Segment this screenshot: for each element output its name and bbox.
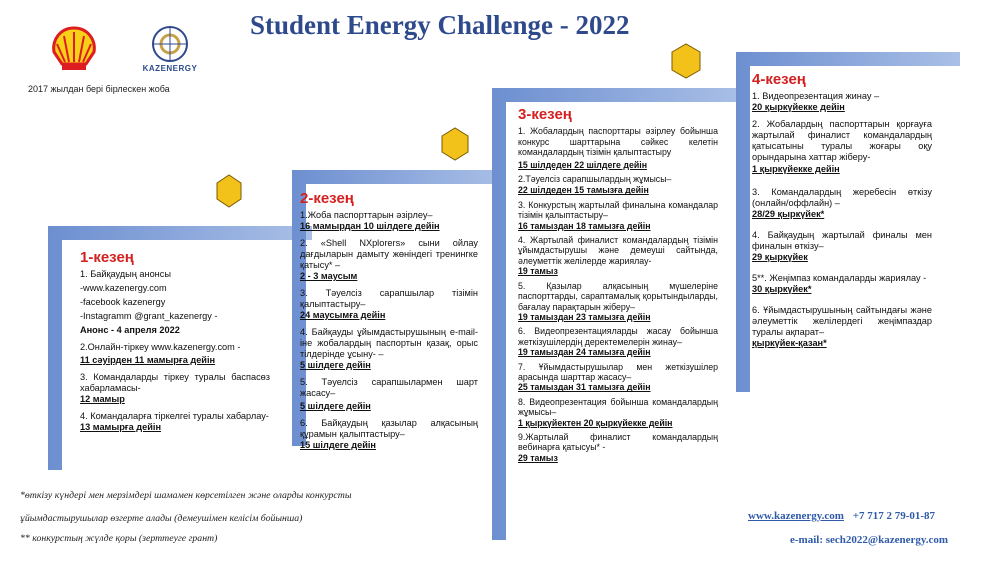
stage-3-date: 16 тамыздан 18 тамызға дейін — [518, 220, 651, 231]
footnote-3: ** конкурстың жүлде қоры (зерттеуге грант) — [20, 533, 218, 544]
stage-1-item: -www.kazenergy.com — [80, 283, 167, 293]
stage-2-date: 5 шілдеге дейін — [300, 401, 371, 411]
stage-2-item: 1.Жоба паспорттарын әзірлеу– — [300, 210, 433, 220]
stage-1-item: 3. Командаларды тіркеу туралы баспасөз хабарламасы- — [80, 372, 270, 393]
stage-4-item: 6. Ұйымдастырушының сайтындағы және әлеуметтік желілердегі жеңімпаздар туралы ақпарат– — [752, 305, 932, 337]
stage-4-item: 3. Командалардың жеребесін өткізу (онлайн/оффлайн) – — [752, 187, 932, 208]
stage-3-item: 3. Конкурстың жартылай финалына командалар тізімін қалыптастыру– — [518, 199, 718, 221]
stage-1-date: 13 мамырға дейін — [80, 422, 161, 432]
stage-2-date: 24 маусымға дейін — [300, 310, 386, 320]
stage-1-item: -facebook kazenergy — [80, 297, 166, 307]
stage-4-date: 20 қыркүйекке дейін — [752, 102, 845, 112]
stage-2-date: 5 шілдеге дейін — [300, 360, 371, 370]
stage-1-item: -Instagramm @grant_kazenergy - — [80, 311, 218, 321]
stage-2-item: 6. Байқаудың қазылар алқасының құрамын қалыптастыру– — [300, 418, 478, 439]
shell-logo — [50, 26, 98, 72]
stage-3 — [518, 106, 718, 463]
stage-2-item: 2. «Shell NXplorers» сыни ойлау дағдыларын дамыту жөніндегі тренингке қатысу* – — [300, 238, 478, 270]
stage-1 — [80, 249, 270, 439]
stage-1-item: 4. Командаларға тіркелгеі туралы хабарлау- — [80, 411, 269, 421]
stage-2-item: 4. Байқауды ұйымдастырушының e-mail-іне жобалардың паспортын қазақ, орыс тілдерінде ұсыну- – — [300, 327, 478, 359]
stage-1-item: 1. Байқаудың анонсы — [80, 269, 171, 279]
stage-3-item: 4. Жартылай финалист командалардың тізімін ұйымдастырушы және демеуші сайтында, әлеуметтік желілерде жариялау- — [518, 235, 718, 266]
stage-2-date: 16 мамырдан 10 шілдеге дейін — [300, 221, 440, 231]
page-subtitle: 2017 жылдан бері бірлескен жоба — [28, 84, 170, 94]
website-link[interactable]: www.kazenergy.com — [748, 510, 844, 522]
stage-4-date: 30 қыркүйек* — [752, 284, 812, 294]
shell-icon — [50, 26, 98, 72]
stage-2-item: 5. Тәуелсіз сарапшылармен шарт жасасу– — [300, 377, 478, 398]
stage-1-date: 12 мамыр — [80, 394, 125, 404]
stage-3-date: 19 тамыздан 24 тамызға дейін — [518, 347, 651, 358]
stage-4-date: 1 қыркүйекке дейін — [752, 164, 840, 174]
stage-4-item: 2. Жобалардың паспорттарын қорғауға жартылай финалист командалардың қатысатыны туралы жоғары оқу орындарына хаттар жіберу- — [752, 119, 932, 162]
kazenergy-logo-text: KAZENERGY — [142, 64, 198, 73]
stage-3-date: 19 тамыз — [518, 266, 558, 277]
stage-3-item: 6. Видеопрезентацияларды жасау бойынша жеткізушілердің деректемелерін жинау– — [518, 326, 718, 347]
stage-3-item: 7. Ұйымдастырушылар мен жеткізушілер арасында шарттар жасасу– — [518, 361, 718, 382]
stage-1-item: 2.Онлайн-тіркеу www.kazenergy.com - — [80, 342, 241, 352]
stage-3-item: 9.Жартылай финалист командалардың вебинарға қатысуы* - — [518, 431, 718, 453]
stage-3-item: 1. Жобалардың паспорттары әзірлеу бойынша конкурс шарттарына сәйкес келетін командалардың тізімін қалыптастыру — [518, 126, 718, 158]
stage-3-item: 5. Қазылар алқасының мүшелеріне паспорттарды, сараптамалық қорытындыларды, бағалау парақтарын жіберу– — [518, 280, 718, 312]
footnote-1: *өткізу күндері мен мерзімдері шамамен көрсетілген және оларды конкурсты — [20, 490, 352, 501]
footnotes — [20, 490, 480, 544]
stage-1-item: Анонс - 4 апреля 2022 — [80, 325, 180, 335]
stage-4-item: 4. Байқаудың жартылай финалы мен финалын өткізу– — [752, 230, 932, 251]
contacts — [748, 510, 988, 522]
stage-3-date: 1 қыркүйектен 20 қыркүйекке дейін — [518, 417, 673, 428]
stage-2-date: 15 шілдеге дейін — [300, 440, 376, 450]
stage-4-date: қыркүйек-қазан* — [752, 338, 827, 348]
stage-3-date: 15 шілдеден 22 шілдеге дейін — [518, 159, 648, 170]
stage-1-date: 11 сәуірден 11 мамырға дейін — [80, 355, 216, 365]
stage-3-date: 25 тамыздан 31 тамызға дейін — [518, 382, 651, 393]
stage-4-date: 29 қыркүйек — [752, 252, 808, 262]
phone-number: +7 717 2 79-01-87 — [852, 510, 936, 522]
stage-3-date: 29 тамыз — [518, 452, 558, 463]
stage-3-date: 22 шілдеден 15 тамызға дейін — [518, 185, 649, 196]
stage-4-title: 4-кезең — [752, 71, 806, 88]
stage-3-item: 2.Тәуелсіз сарапшылардың жұмысы– — [518, 174, 672, 185]
page-title: Student Energy Challenge - 2022 — [250, 10, 630, 40]
stage-4-item: 1. Видеопрезентация жинау – — [752, 91, 880, 101]
stage-3-item: 8. Видеопрезентация бойынша командалардың жұмысы– — [518, 396, 718, 418]
kazenergy-logo — [130, 24, 210, 80]
stage-4 — [752, 71, 932, 355]
stage-4-item: 5**. Жеңімпаз командаларды жариялау - — [752, 273, 927, 283]
stage-2-title: 2-кезең — [300, 190, 354, 207]
stage-4-date: 28/29 қыркүйек* — [752, 209, 825, 219]
kazenergy-emblem-icon — [130, 24, 210, 64]
email[interactable]: e-mail: sech2022@kazenergy.com — [790, 534, 949, 546]
stage-2-date: 2 - 3 маусым — [300, 271, 358, 281]
stage-1-title: 1-кезең — [80, 249, 134, 266]
stage-3-title: 3-кезең — [518, 106, 572, 123]
stage-3-date: 19 тамыздан 23 тамызға дейін — [518, 311, 651, 322]
stage-2-item: 3. Тәуелсіз сарапшылар тізімін қалыптастыру– — [300, 288, 478, 309]
stage-2 — [300, 190, 478, 457]
footnote-2: ұйымдастырушылар өзгерте алады (демеушімен келісім бойынша) — [20, 513, 303, 524]
